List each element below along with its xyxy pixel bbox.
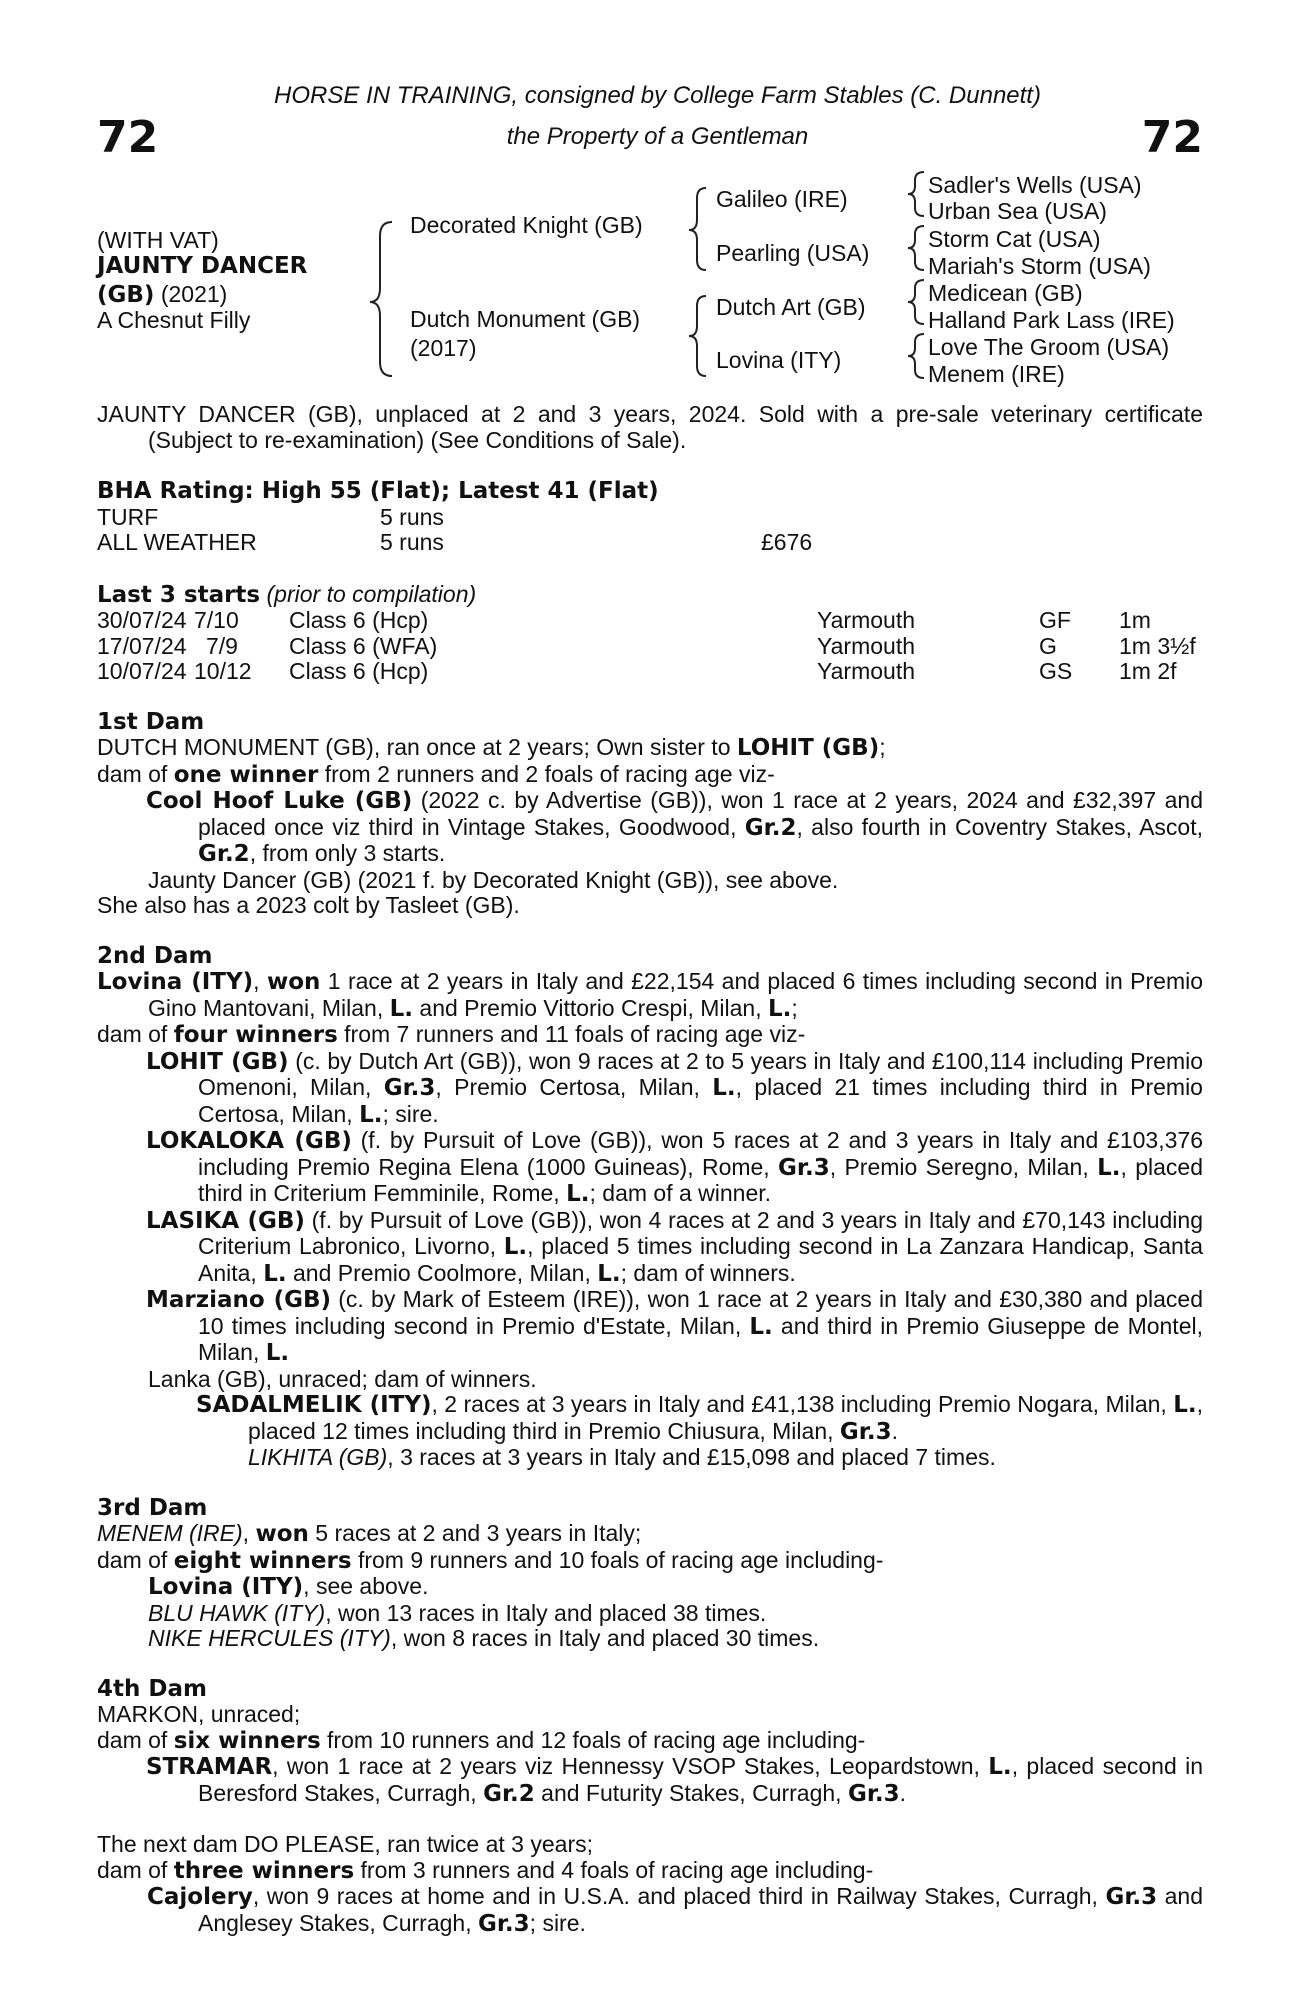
- bha-rating-heading: BHA Rating: High 55 (Flat); Latest 41 (Flat): [97, 478, 659, 504]
- pedigree-sire-sire: Galileo (IRE): [716, 186, 848, 212]
- start-row: 10/07/24 10/12 Class 6 (Hcp) Yarmouth GS 1m 2f: [97, 658, 1177, 684]
- horse-description: A Chesnut Filly: [97, 307, 251, 333]
- produce-lanka: Lanka (GB), unraced; dam of winners.: [148, 1365, 537, 1392]
- produce-jaunty-dancer: Jaunty Dancer (GB) (2021 f. by Decorated Knight (GB)), see above.: [148, 866, 839, 893]
- property-line: the Property of a Gentleman: [506, 123, 809, 150]
- summary-paragraph: JAUNTY DANCER (GB), unplaced at 2 and 3 years, 2024. Sold with a pre-sale veterinary certificate (Subject to re-examination) (See Conditions of Sale).: [97, 401, 1203, 453]
- lot-number-right: 72: [1141, 112, 1203, 163]
- pedigree-sire-dam: Pearling (USA): [716, 240, 870, 266]
- produce-lasika: LASIKA (GB) (f. by Pursuit of Love (GB)), won 4 races at 2 and 3 years in Italy and £70,143 including Criterium Labronico, Livorno, L., placed 5 times including second in La Zanzara Handicap, Santa Anita, L. and Premio Coolmore, Milan, L.; dam of winners.: [146, 1206, 1203, 1287]
- produce-blu-hawk: BLU HAWK (ITY), won 13 races in Italy and placed 38 times.: [148, 1599, 767, 1626]
- pedigree-g3: Storm Cat (USA): [928, 226, 1101, 252]
- pedigree-g7: Love The Groom (USA): [928, 334, 1170, 360]
- grandproduce-sadalmelik: SADALMELIK (ITY), 2 races at 3 years in Italy and £41,138 including Premio Nogara, Milan, L., placed 12 times including third in Premio Chiusura, Milan, Gr.3.: [196, 1391, 1204, 1445]
- third-dam-produce-line: dam of eight winners from 9 runners and 10 foals of racing age including-: [97, 1546, 884, 1574]
- first-dam-heading: 1st Dam: [97, 708, 205, 735]
- rating-row-all-weather: ALL WEATHER 5 runs £676: [97, 529, 813, 555]
- start-row: 30/07/24 7/10 Class 6 (Hcp) Yarmouth GF 1m: [97, 607, 1151, 633]
- first-dam-line: DUTCH MONUMENT (GB), ran once at 2 years; Own sister to LOHIT (GB);: [97, 734, 886, 761]
- produce-cool-hoof-luke: Cool Hoof Luke (GB) (2022 c. by Advertise (GB)), won 1 race at 2 years, 2024 and £32,397 and placed once viz third in Vintage Stakes, Goodwood, Gr.2, also fourth in Coventry Stakes, Ascot, Gr.2, from only 3 starts.: [146, 787, 1203, 867]
- lot-number-left: 72: [97, 112, 159, 163]
- next-dam-line: The next dam DO PLEASE, ran twice at 3 years;: [97, 1831, 593, 1857]
- produce-lohit: LOHIT (GB) (c. by Dutch Art (GB)), won 9 races at 2 to 5 years in Italy and £100,114 including Premio Omenoni, Milan, Gr.3, Premio Certosa, Milan, L., placed 21 times including third in Premio Certosa, Milan, L.; sire.: [146, 1047, 1204, 1128]
- pedigree-g2: Urban Sea (USA): [928, 198, 1107, 224]
- pedigree-dam-dam: Lovina (ITY): [716, 347, 842, 373]
- first-dam-note: She also has a 2023 colt by Tasleet (GB).: [97, 892, 520, 918]
- fourth-dam-line: MARKON, unraced;: [97, 1701, 301, 1727]
- second-dam-produce-line: dam of four winners from 7 runners and 11 foals of racing age viz-: [97, 1021, 806, 1048]
- produce-stramar: STRAMAR, won 1 race at 2 years viz Hennessy VSOP Stakes, Leopardstown, L., placed second in Beresford Stakes, Curragh, Gr.2 and Futurity Stakes, Curragh, Gr.3.: [146, 1753, 1203, 1807]
- fourth-dam-produce-line: dam of six winners from 10 runners and 12 foals of racing age including-: [97, 1726, 866, 1754]
- horse-name: JAUNTY DANCER: [97, 253, 308, 279]
- second-dam-heading: 2nd Dam: [97, 942, 213, 969]
- start-row: 17/07/24 7/9 Class 6 (WFA) Yarmouth G 1m 3½f: [97, 632, 1196, 659]
- fourth-dam-heading: 4th Dam: [97, 1675, 207, 1702]
- grandproduce-likhita: LIKHITA (GB), 3 races at 3 years in Italy and £15,098 and placed 7 times.: [248, 1444, 996, 1470]
- third-dam-line: MENEM (IRE), won 5 races at 2 and 3 years in Italy;: [97, 1520, 642, 1547]
- third-dam-heading: 3rd Dam: [97, 1494, 208, 1521]
- horse-name-suffix: (GB) (2021): [97, 281, 228, 308]
- vat-note: (WITH VAT): [97, 227, 219, 253]
- produce-nike-hercules: NIKE HERCULES (ITY), won 8 races in Italy and placed 30 times.: [148, 1625, 820, 1651]
- produce-lovina: Lovina (ITY), see above.: [148, 1573, 429, 1600]
- pedigree-g5: Medicean (GB): [928, 280, 1083, 306]
- pedigree-g4: Mariah's Storm (USA): [928, 253, 1151, 279]
- pedigree-g1: Sadler's Wells (USA): [928, 172, 1142, 198]
- pedigree-dam-sire: Dutch Art (GB): [716, 294, 866, 320]
- produce-marziano: Marziano (GB) (c. by Mark of Esteem (IRE)), won 1 race at 2 years in Italy and £30,380 and placed 10 times including second in Premio d'Estate, Milan, L. and third in Premio Giuseppe de Montel, Milan, L.: [146, 1286, 1203, 1366]
- pedigree-dam: Dutch Monument (GB): [410, 306, 641, 332]
- rating-row-turf: TURF 5 runs: [97, 503, 444, 530]
- produce-cajolery: Cajolery, won 9 races at home and in U.S.A. and placed third in Railway Stakes, Curragh, Gr.3 and Anglesey Stakes, Curragh, Gr.3; sire.: [147, 1883, 1203, 1937]
- pedigree-dam-year: (2017): [410, 335, 477, 361]
- produce-lokaloka: LOKALOKA (GB) (f. by Pursuit of Love (GB)), won 5 races at 2 and 3 years in Italy and £103,376 including Premio Regina Elena (1000 Guineas), Rome, Gr.3, Premio Seregno, Milan, L., placed third in Criterium Femminile, Rome, L.; dam of a winner.: [146, 1127, 1203, 1207]
- first-dam-produce-line: dam of one winner from 2 runners and 2 foals of racing age viz-: [97, 760, 775, 788]
- pedigree-g6: Halland Park Lass (IRE): [928, 307, 1175, 333]
- pedigree-sire: Decorated Knight (GB): [410, 212, 643, 238]
- consignor-line: HORSE IN TRAINING, consigned by College Farm Stables (C. Dunnett): [274, 82, 1041, 109]
- catalogue-body: [97, 402, 1203, 1937]
- second-dam-line: Lovina (ITY), won 1 race at 2 years in Italy and £22,154 and placed 6 times including second in Premio Gino Mantovani, Milan, L. and Premio Vittorio Crespi, Milan, L.;: [97, 968, 1204, 1022]
- last-starts-heading: Last 3 starts (prior to compilation): [97, 580, 477, 608]
- next-dam-produce-line: dam of three winners from 3 runners and 4 foals of racing age including-: [97, 1856, 874, 1884]
- pedigree-g8: Menem (IRE): [928, 361, 1065, 387]
